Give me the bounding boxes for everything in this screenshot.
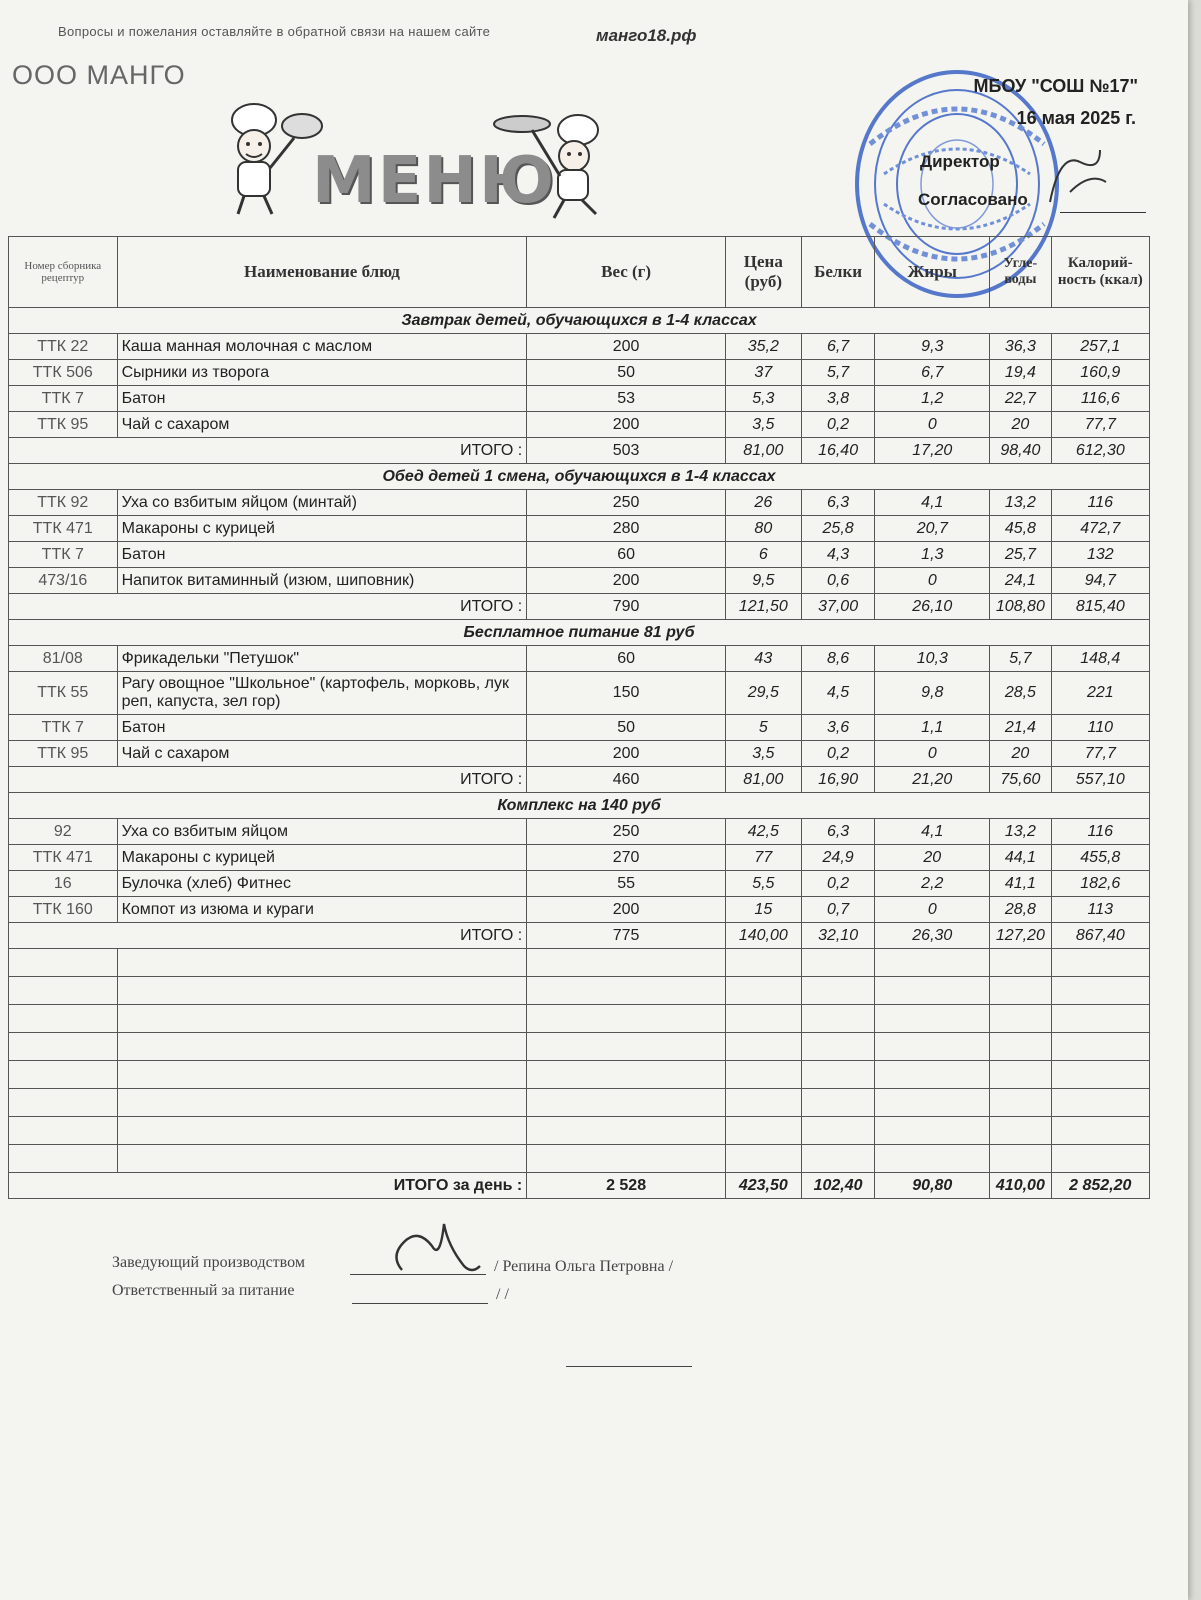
dish-carbs: 5,7 <box>990 646 1051 672</box>
dish-name: Уха со взбитым яйцом <box>117 819 527 845</box>
dish-protein: 4,5 <box>801 672 875 715</box>
empty-cell <box>875 1033 990 1061</box>
dish-weight: 60 <box>527 542 726 568</box>
empty-cell <box>801 1061 875 1089</box>
dish-price: 29,5 <box>725 672 801 715</box>
section-header-row <box>9 464 1150 490</box>
empty-row <box>9 1145 1150 1173</box>
dish-kcal: 110 <box>1051 715 1149 741</box>
col-protein: Белки <box>801 237 875 308</box>
empty-cell <box>801 1033 875 1061</box>
table-header-row <box>9 237 1150 308</box>
dish-protein: 25,8 <box>801 516 875 542</box>
dish-kcal: 116 <box>1051 819 1149 845</box>
empty-cell <box>117 1061 527 1089</box>
recipe-code: 81/08 <box>9 646 118 672</box>
dish-protein: 5,7 <box>801 360 875 386</box>
dish-name: Макароны с курицей <box>117 516 527 542</box>
recipe-code: ТТК 506 <box>9 360 118 386</box>
menu-date: 16 мая 2025 г. <box>1016 108 1136 128</box>
total-fat: 21,20 <box>875 767 990 793</box>
dish-name: Батон <box>117 715 527 741</box>
day-total-label: ИТОГО за день : <box>9 1173 527 1199</box>
dish-fat: 9,3 <box>875 334 990 360</box>
recipe-code: ТТК 55 <box>9 672 118 715</box>
table-row <box>9 360 1150 386</box>
dish-carbs: 24,1 <box>990 568 1051 594</box>
dish-name: Булочка (хлеб) Фитнес <box>117 871 527 897</box>
empty-cell <box>1051 1089 1149 1117</box>
dish-fat: 20,7 <box>875 516 990 542</box>
dish-fat: 0 <box>875 741 990 767</box>
empty-cell <box>9 1117 118 1145</box>
empty-cell <box>9 1061 118 1089</box>
empty-cell <box>1051 1117 1149 1145</box>
empty-cell <box>1051 1033 1149 1061</box>
dish-fat: 20 <box>875 845 990 871</box>
dish-fat: 2,2 <box>875 871 990 897</box>
dish-price: 9,5 <box>725 568 801 594</box>
table-row <box>9 568 1150 594</box>
dish-name: Уха со взбитым яйцом (минтай) <box>117 490 527 516</box>
dish-kcal: 116 <box>1051 490 1149 516</box>
recipe-code: ТТК 7 <box>9 715 118 741</box>
col-name: Наименование блюд <box>117 237 527 308</box>
table-row <box>9 334 1150 360</box>
dish-protein: 0,2 <box>801 412 875 438</box>
dish-name: Чай с сахаром <box>117 412 527 438</box>
table-row <box>9 871 1150 897</box>
empty-cell <box>725 1089 801 1117</box>
responsible-signature-line <box>352 1303 488 1304</box>
dish-name: Компот из изюма и кураги <box>117 897 527 923</box>
dish-name: Фрикадельки "Петушок" <box>117 646 527 672</box>
production-head-label: Заведующий производством <box>112 1254 305 1271</box>
day-total-protein: 102,40 <box>801 1173 875 1199</box>
empty-cell <box>801 949 875 977</box>
empty-cell <box>1051 1005 1149 1033</box>
recipe-code: ТТК 160 <box>9 897 118 923</box>
section-total-row <box>9 767 1150 793</box>
dish-fat: 9,8 <box>875 672 990 715</box>
dish-protein: 6,3 <box>801 490 875 516</box>
dish-price: 6 <box>725 542 801 568</box>
dish-price: 3,5 <box>725 412 801 438</box>
empty-cell <box>527 977 726 1005</box>
dish-carbs: 13,2 <box>990 490 1051 516</box>
dish-fat: 6,7 <box>875 360 990 386</box>
empty-cell <box>527 1089 726 1117</box>
empty-cell <box>875 1117 990 1145</box>
total-price: 81,00 <box>725 438 801 464</box>
section-total-row <box>9 438 1150 464</box>
section-header-row <box>9 308 1150 334</box>
dish-kcal: 455,8 <box>1051 845 1149 871</box>
total-kcal: 612,30 <box>1051 438 1149 464</box>
total-carbs: 108,80 <box>990 594 1051 620</box>
dish-weight: 60 <box>527 646 726 672</box>
empty-cell <box>725 1117 801 1145</box>
empty-cell <box>725 977 801 1005</box>
dish-kcal: 94,7 <box>1051 568 1149 594</box>
total-kcal: 815,40 <box>1051 594 1149 620</box>
section-total-label: ИТОГО : <box>9 923 527 949</box>
dish-weight: 250 <box>527 490 726 516</box>
dish-carbs: 19,4 <box>990 360 1051 386</box>
empty-cell <box>990 977 1051 1005</box>
dish-price: 5,3 <box>725 386 801 412</box>
empty-cell <box>990 1005 1051 1033</box>
section-total-label: ИТОГО : <box>9 767 527 793</box>
dish-weight: 200 <box>527 897 726 923</box>
empty-cell <box>117 1117 527 1145</box>
total-protein: 16,40 <box>801 438 875 464</box>
dish-carbs: 20 <box>990 741 1051 767</box>
empty-cell <box>117 977 527 1005</box>
day-total-kcal: 2 852,20 <box>1051 1173 1149 1199</box>
table-row <box>9 845 1150 871</box>
dish-price: 3,5 <box>725 741 801 767</box>
dish-name: Сырники из творога <box>117 360 527 386</box>
total-protein: 32,10 <box>801 923 875 949</box>
empty-row <box>9 1005 1150 1033</box>
empty-cell <box>990 1145 1051 1173</box>
section-title: Комплекс на 140 руб <box>9 793 1150 819</box>
empty-cell <box>990 1089 1051 1117</box>
empty-cell <box>117 1005 527 1033</box>
empty-cell <box>1051 1145 1149 1173</box>
dish-price: 5 <box>725 715 801 741</box>
table-row <box>9 386 1150 412</box>
empty-cell <box>875 977 990 1005</box>
dish-fat: 4,1 <box>875 819 990 845</box>
dish-carbs: 44,1 <box>990 845 1051 871</box>
empty-cell <box>117 1089 527 1117</box>
dish-fat: 1,2 <box>875 386 990 412</box>
recipe-code: ТТК 7 <box>9 542 118 568</box>
total-fat: 17,20 <box>875 438 990 464</box>
dish-weight: 55 <box>527 871 726 897</box>
table-row <box>9 412 1150 438</box>
dish-price: 43 <box>725 646 801 672</box>
empty-cell <box>527 1145 726 1173</box>
empty-cell <box>1051 949 1149 977</box>
responsible-name: / / <box>496 1286 509 1303</box>
dish-kcal: 182,6 <box>1051 871 1149 897</box>
total-fat: 26,10 <box>875 594 990 620</box>
empty-cell <box>801 1005 875 1033</box>
dish-name: Макароны с курицей <box>117 845 527 871</box>
col-code: Номер сборника рецептур <box>9 237 118 308</box>
bottom-line <box>566 1366 692 1367</box>
recipe-code: 92 <box>9 819 118 845</box>
empty-cell <box>801 1117 875 1145</box>
director-signature-icon <box>1040 142 1110 212</box>
empty-cell <box>9 977 118 1005</box>
empty-cell <box>117 1033 527 1061</box>
feedback-note: Вопросы и пожелания оставляйте в обратной связи на нашем сайте <box>58 24 491 39</box>
dish-weight: 200 <box>527 412 726 438</box>
dish-price: 80 <box>725 516 801 542</box>
dish-kcal: 116,6 <box>1051 386 1149 412</box>
dish-weight: 280 <box>527 516 726 542</box>
dish-price: 77 <box>725 845 801 871</box>
dish-fat: 1,3 <box>875 542 990 568</box>
empty-cell <box>527 1117 726 1145</box>
section-total-label: ИТОГО : <box>9 438 527 464</box>
empty-row <box>9 1033 1150 1061</box>
dish-kcal: 257,1 <box>1051 334 1149 360</box>
dish-weight: 200 <box>527 741 726 767</box>
dish-protein: 0,7 <box>801 897 875 923</box>
table-row <box>9 672 1150 715</box>
day-total-fat: 90,80 <box>875 1173 990 1199</box>
col-price: Цена (руб) <box>725 237 801 308</box>
company-name: ООО МАНГО <box>12 60 186 90</box>
production-head-name: / Репина Ольга Петровна / <box>494 1258 674 1275</box>
dish-protein: 0,2 <box>801 741 875 767</box>
table-row <box>9 646 1150 672</box>
col-fat: Жиры <box>875 237 990 308</box>
dish-kcal: 472,7 <box>1051 516 1149 542</box>
dish-kcal: 77,7 <box>1051 412 1149 438</box>
total-weight: 790 <box>527 594 726 620</box>
director-label: Директор <box>920 152 1000 171</box>
recipe-code: ТТК 7 <box>9 386 118 412</box>
empty-cell <box>725 1145 801 1173</box>
dish-weight: 200 <box>527 568 726 594</box>
website-link: манго18.рф <box>596 26 697 45</box>
total-price: 121,50 <box>725 594 801 620</box>
menu-body <box>9 308 1150 1199</box>
empty-cell <box>801 977 875 1005</box>
production-head-signature-icon <box>384 1216 484 1280</box>
table-row <box>9 715 1150 741</box>
empty-cell <box>117 949 527 977</box>
dish-price: 5,5 <box>725 871 801 897</box>
dish-name: Чай с сахаром <box>117 741 527 767</box>
empty-cell <box>990 1033 1051 1061</box>
col-weight: Вес (г) <box>527 237 726 308</box>
recipe-code: ТТК 471 <box>9 516 118 542</box>
agreed-signature-line <box>1060 212 1146 213</box>
dish-protein: 6,3 <box>801 819 875 845</box>
day-total-row <box>9 1173 1150 1199</box>
dish-price: 37 <box>725 360 801 386</box>
dish-protein: 4,3 <box>801 542 875 568</box>
day-total-weight: 2 528 <box>527 1173 726 1199</box>
section-total-row <box>9 923 1150 949</box>
dish-protein: 24,9 <box>801 845 875 871</box>
dish-kcal: 77,7 <box>1051 741 1149 767</box>
dish-kcal: 113 <box>1051 897 1149 923</box>
empty-row <box>9 977 1150 1005</box>
dish-weight: 50 <box>527 715 726 741</box>
dish-kcal: 221 <box>1051 672 1149 715</box>
empty-cell <box>9 949 118 977</box>
dish-kcal: 132 <box>1051 542 1149 568</box>
dish-name: Рагу овощное "Школьное" (картофель, морковь, лук реп, капуста, зел гор) <box>117 672 527 715</box>
empty-cell <box>725 1005 801 1033</box>
chef-left-icon <box>214 98 326 218</box>
total-kcal: 557,10 <box>1051 767 1149 793</box>
dish-carbs: 41,1 <box>990 871 1051 897</box>
dish-carbs: 13,2 <box>990 819 1051 845</box>
table-row <box>9 490 1150 516</box>
dish-name: Напиток витаминный (изюм, шиповник) <box>117 568 527 594</box>
dish-protein: 0,2 <box>801 871 875 897</box>
empty-cell <box>990 949 1051 977</box>
dish-weight: 200 <box>527 334 726 360</box>
table-row <box>9 819 1150 845</box>
dish-price: 26 <box>725 490 801 516</box>
empty-cell <box>990 1117 1051 1145</box>
dish-fat: 0 <box>875 897 990 923</box>
empty-cell <box>875 1145 990 1173</box>
empty-cell <box>9 1033 118 1061</box>
menu-table <box>8 236 1150 1199</box>
dish-protein: 0,6 <box>801 568 875 594</box>
dish-protein: 3,8 <box>801 386 875 412</box>
dish-carbs: 21,4 <box>990 715 1051 741</box>
total-carbs: 75,60 <box>990 767 1051 793</box>
empty-cell <box>9 1089 118 1117</box>
empty-cell <box>9 1005 118 1033</box>
dish-name: Каша манная молочная с маслом <box>117 334 527 360</box>
empty-cell <box>990 1061 1051 1089</box>
empty-cell <box>801 1089 875 1117</box>
dish-carbs: 20 <box>990 412 1051 438</box>
section-title: Завтрак детей, обучающихся в 1-4 классах <box>9 308 1150 334</box>
dish-price: 35,2 <box>725 334 801 360</box>
col-carbs: Угле-воды <box>990 237 1051 308</box>
total-carbs: 127,20 <box>990 923 1051 949</box>
dish-carbs: 45,8 <box>990 516 1051 542</box>
dish-weight: 50 <box>527 360 726 386</box>
recipe-code: ТТК 22 <box>9 334 118 360</box>
dish-carbs: 25,7 <box>990 542 1051 568</box>
dish-weight: 150 <box>527 672 726 715</box>
total-price: 81,00 <box>725 767 801 793</box>
dish-name: Батон <box>117 386 527 412</box>
dish-weight: 250 <box>527 819 726 845</box>
menu-title: МЕНЮ <box>312 144 557 218</box>
section-total-row <box>9 594 1150 620</box>
empty-cell <box>725 1061 801 1089</box>
chef-right-icon <box>492 106 618 222</box>
empty-row <box>9 1117 1150 1145</box>
dish-fat: 0 <box>875 412 990 438</box>
empty-cell <box>875 1061 990 1089</box>
empty-cell <box>875 1089 990 1117</box>
empty-cell <box>801 1145 875 1173</box>
dish-weight: 53 <box>527 386 726 412</box>
dish-carbs: 28,5 <box>990 672 1051 715</box>
total-price: 140,00 <box>725 923 801 949</box>
recipe-code: 473/16 <box>9 568 118 594</box>
recipe-code: ТТК 95 <box>9 741 118 767</box>
section-header-row <box>9 793 1150 819</box>
school-name: МБОУ "СОШ №17" <box>973 76 1138 96</box>
total-weight: 503 <box>527 438 726 464</box>
empty-cell <box>725 1033 801 1061</box>
section-total-label: ИТОГО : <box>9 594 527 620</box>
responsible-label: Ответственный за питание <box>112 1282 295 1299</box>
dish-carbs: 28,8 <box>990 897 1051 923</box>
empty-cell <box>1051 977 1149 1005</box>
empty-cell <box>527 1061 726 1089</box>
dish-protein: 8,6 <box>801 646 875 672</box>
col-kcal: Калорий-ность (ккал) <box>1051 237 1149 308</box>
recipe-code: 16 <box>9 871 118 897</box>
dish-fat: 10,3 <box>875 646 990 672</box>
empty-cell <box>725 949 801 977</box>
table-row <box>9 897 1150 923</box>
dish-carbs: 22,7 <box>990 386 1051 412</box>
dish-kcal: 148,4 <box>1051 646 1149 672</box>
total-kcal: 867,40 <box>1051 923 1149 949</box>
empty-row <box>9 1089 1150 1117</box>
total-protein: 16,90 <box>801 767 875 793</box>
dish-price: 15 <box>725 897 801 923</box>
dish-protein: 6,7 <box>801 334 875 360</box>
agreed-label: Согласовано <box>918 190 1028 209</box>
empty-row <box>9 1061 1150 1089</box>
dish-fat: 0 <box>875 568 990 594</box>
total-weight: 775 <box>527 923 726 949</box>
section-title: Обед детей 1 смена, обучающихся в 1-4 классах <box>9 464 1150 490</box>
recipe-code: ТТК 92 <box>9 490 118 516</box>
dish-carbs: 36,3 <box>990 334 1051 360</box>
empty-row <box>9 949 1150 977</box>
dish-name: Батон <box>117 542 527 568</box>
empty-cell <box>527 1033 726 1061</box>
empty-cell <box>1051 1061 1149 1089</box>
day-total-price: 423,50 <box>725 1173 801 1199</box>
day-total-carbs: 410,00 <box>990 1173 1051 1199</box>
dish-weight: 270 <box>527 845 726 871</box>
empty-cell <box>875 1005 990 1033</box>
dish-fat: 4,1 <box>875 490 990 516</box>
table-row <box>9 516 1150 542</box>
dish-kcal: 160,9 <box>1051 360 1149 386</box>
dish-protein: 3,6 <box>801 715 875 741</box>
total-carbs: 98,40 <box>990 438 1051 464</box>
empty-cell <box>527 949 726 977</box>
table-row <box>9 542 1150 568</box>
total-protein: 37,00 <box>801 594 875 620</box>
total-fat: 26,30 <box>875 923 990 949</box>
empty-cell <box>9 1145 118 1173</box>
empty-cell <box>117 1145 527 1173</box>
total-weight: 460 <box>527 767 726 793</box>
section-title: Бесплатное питание 81 руб <box>9 620 1150 646</box>
section-header-row <box>9 620 1150 646</box>
empty-cell <box>875 949 990 977</box>
dish-fat: 1,1 <box>875 715 990 741</box>
empty-cell <box>527 1005 726 1033</box>
table-row <box>9 741 1150 767</box>
recipe-code: ТТК 471 <box>9 845 118 871</box>
dish-price: 42,5 <box>725 819 801 845</box>
recipe-code: ТТК 95 <box>9 412 118 438</box>
